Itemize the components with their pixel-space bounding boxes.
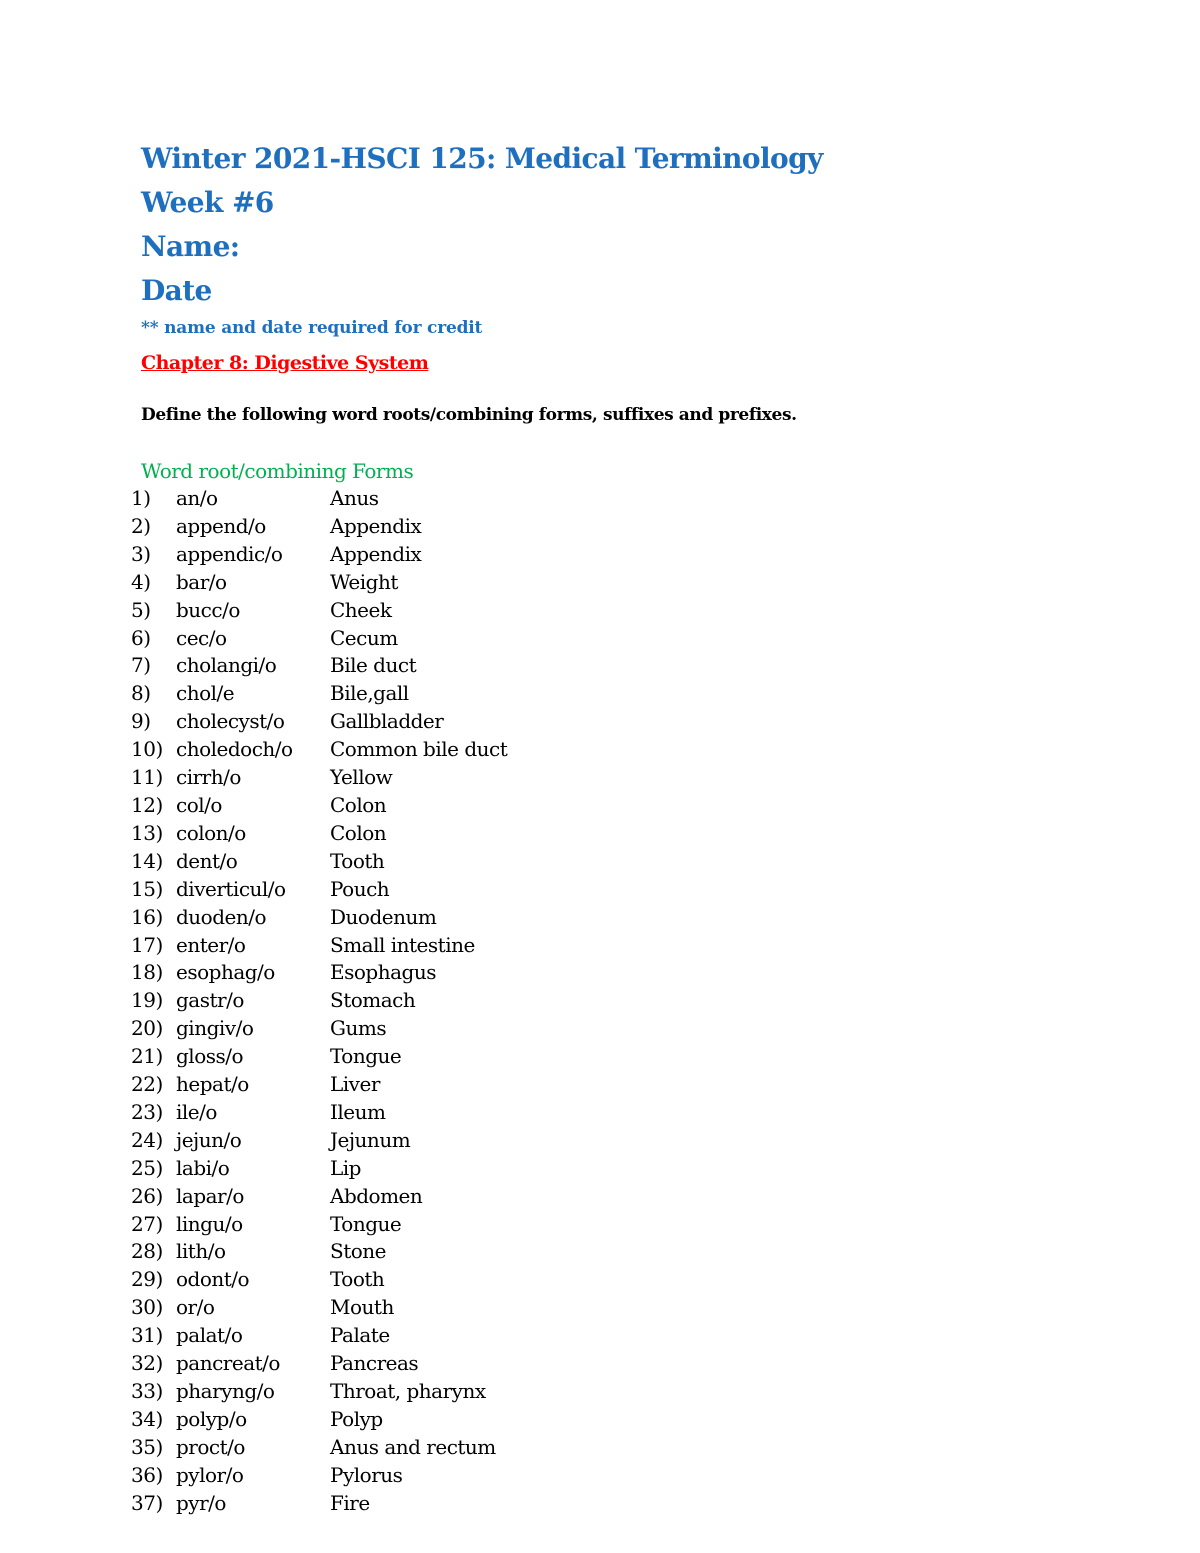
- term-number: 25): [131, 1155, 163, 1180]
- term-root: labi/o: [176, 1155, 230, 1180]
- list-item: [0, 1378, 1200, 1406]
- term-root: dent/o: [176, 848, 238, 873]
- credit-note: ** name and date required for credit: [141, 318, 483, 338]
- term-definition: Tooth: [330, 848, 385, 873]
- list-item: [0, 1071, 1200, 1099]
- list-item: [0, 820, 1200, 848]
- term-definition: Anus: [330, 486, 379, 510]
- term-root: or/o: [176, 1295, 215, 1320]
- term-number: 21): [131, 1044, 163, 1069]
- term-number: 31): [131, 1323, 163, 1348]
- list-item: [0, 932, 1200, 960]
- term-number: 1): [131, 486, 151, 510]
- term-number: 5): [131, 597, 151, 622]
- term-definition: Weight: [330, 569, 398, 594]
- term-definition: Appendix: [330, 541, 422, 566]
- term-definition: Esophagus: [330, 960, 436, 985]
- term-root: cirrh/o: [176, 765, 241, 790]
- term-definition: Stone: [330, 1239, 386, 1264]
- term-number: 26): [131, 1183, 163, 1208]
- list-item: [0, 1238, 1200, 1266]
- term-number: 12): [131, 792, 163, 817]
- term-definition: Colon: [330, 820, 387, 845]
- term-root: gastr/o: [176, 988, 244, 1013]
- list-item: [0, 904, 1200, 932]
- term-number: 16): [131, 904, 163, 929]
- term-root: appendic/o: [176, 541, 283, 566]
- list-item: [0, 1462, 1200, 1490]
- term-root: pylor/o: [176, 1462, 244, 1487]
- term-number: 27): [131, 1211, 163, 1236]
- term-definition: Bile,gall: [330, 681, 409, 706]
- term-number: 35): [131, 1434, 163, 1459]
- term-number: 18): [131, 960, 163, 985]
- chapter-heading: Chapter 8: Digestive System: [141, 352, 429, 374]
- term-number: 4): [131, 569, 151, 594]
- list-item: [0, 625, 1200, 653]
- term-root: bucc/o: [176, 597, 240, 622]
- term-number: 15): [131, 876, 163, 901]
- term-root: pharyng/o: [176, 1379, 275, 1403]
- list-item: [0, 652, 1200, 680]
- term-number: 32): [131, 1351, 163, 1376]
- term-definition: Small intestine: [330, 932, 475, 957]
- term-number: 14): [131, 848, 163, 873]
- list-item: [0, 1490, 1200, 1518]
- list-item: [0, 1322, 1200, 1350]
- list-item: [0, 1183, 1200, 1211]
- list-item: [0, 764, 1200, 792]
- term-root: an/o: [176, 486, 218, 510]
- term-number: 33): [131, 1379, 163, 1403]
- term-definition: Pouch: [330, 876, 390, 901]
- list-item: [0, 1406, 1200, 1434]
- list-item: [0, 485, 1200, 513]
- term-definition: Pancreas: [330, 1351, 419, 1376]
- term-root: proct/o: [176, 1434, 245, 1459]
- term-root: choledoch/o: [176, 737, 293, 762]
- list-item: [0, 513, 1200, 541]
- section-label: Word root/combining Forms: [141, 459, 414, 483]
- term-root: cec/o: [176, 625, 227, 650]
- list-item: [0, 1127, 1200, 1155]
- list-item: [0, 1211, 1200, 1239]
- term-root: ile/o: [176, 1099, 217, 1124]
- term-definition: Lip: [330, 1155, 361, 1180]
- term-root: chol/e: [176, 681, 235, 706]
- list-item: [0, 1155, 1200, 1183]
- term-number: 29): [131, 1267, 163, 1292]
- term-root: gloss/o: [176, 1044, 244, 1069]
- term-list: [0, 485, 1200, 1518]
- term-root: gingiv/o: [176, 1016, 254, 1041]
- term-number: 34): [131, 1406, 163, 1431]
- term-number: 30): [131, 1295, 163, 1320]
- term-number: 9): [131, 709, 151, 734]
- term-root: pyr/o: [176, 1490, 226, 1515]
- term-root: odont/o: [176, 1267, 250, 1292]
- term-root: esophag/o: [176, 960, 275, 985]
- name-label: Name:: [141, 230, 240, 263]
- list-item: [0, 680, 1200, 708]
- list-item: [0, 736, 1200, 764]
- term-number: 7): [131, 653, 151, 678]
- term-definition: Duodenum: [330, 904, 437, 929]
- term-root: duoden/o: [176, 904, 267, 929]
- term-definition: Pylorus: [330, 1462, 403, 1487]
- term-number: 22): [131, 1072, 163, 1097]
- term-definition: Anus and rectum: [330, 1434, 496, 1459]
- term-definition: Cheek: [330, 597, 392, 622]
- term-number: 17): [131, 932, 163, 957]
- document-title: Winter 2021-HSCI 125: Medical Terminology: [141, 142, 823, 175]
- list-item: [0, 987, 1200, 1015]
- term-definition: Jejunum: [330, 1127, 411, 1152]
- term-root: pancreat/o: [176, 1351, 280, 1376]
- term-definition: Ileum: [330, 1099, 386, 1124]
- term-definition: Mouth: [330, 1295, 394, 1320]
- list-item: [0, 959, 1200, 987]
- term-definition: Tooth: [330, 1267, 385, 1292]
- term-definition: Colon: [330, 792, 387, 817]
- term-definition: Appendix: [330, 513, 422, 538]
- term-definition: Abdomen: [330, 1183, 423, 1208]
- term-number: 37): [131, 1490, 163, 1515]
- term-definition: Throat, pharynx: [330, 1379, 486, 1403]
- term-definition: Bile duct: [330, 653, 417, 678]
- list-item: [0, 1294, 1200, 1322]
- term-root: palat/o: [176, 1323, 243, 1348]
- term-root: enter/o: [176, 932, 246, 957]
- term-definition: Palate: [330, 1323, 390, 1348]
- term-number: 13): [131, 820, 163, 845]
- term-definition: Polyp: [330, 1406, 383, 1431]
- term-definition: Tongue: [330, 1044, 402, 1069]
- term-definition: Gallbladder: [330, 709, 444, 734]
- list-item: [0, 1266, 1200, 1294]
- list-item: [0, 1043, 1200, 1071]
- list-item: [0, 708, 1200, 736]
- term-number: 10): [131, 737, 163, 762]
- term-root: jejun/o: [176, 1127, 242, 1152]
- list-item: [0, 876, 1200, 904]
- term-root: cholecyst/o: [176, 709, 285, 734]
- term-definition: Stomach: [330, 988, 416, 1013]
- list-item: [0, 1015, 1200, 1043]
- term-definition: Yellow: [330, 765, 393, 790]
- term-definition: Cecum: [330, 625, 398, 650]
- term-root: lapar/o: [176, 1183, 244, 1208]
- term-definition: Liver: [330, 1072, 380, 1097]
- list-item: [0, 569, 1200, 597]
- list-item: [0, 1099, 1200, 1127]
- term-number: 28): [131, 1239, 163, 1264]
- term-root: col/o: [176, 792, 222, 817]
- list-item: [0, 597, 1200, 625]
- term-root: diverticul/o: [176, 876, 286, 901]
- term-root: lith/o: [176, 1239, 226, 1264]
- list-item: [0, 848, 1200, 876]
- term-number: 23): [131, 1099, 163, 1124]
- term-root: append/o: [176, 513, 266, 538]
- term-root: cholangi/o: [176, 653, 277, 678]
- term-number: 8): [131, 681, 151, 706]
- term-number: 24): [131, 1127, 163, 1152]
- list-item: [0, 792, 1200, 820]
- list-item: [0, 541, 1200, 569]
- term-root: hepat/o: [176, 1072, 249, 1097]
- term-definition: Gums: [330, 1016, 387, 1041]
- term-root: colon/o: [176, 820, 246, 845]
- week-label: Week #6: [141, 186, 274, 219]
- term-number: 20): [131, 1016, 163, 1041]
- term-definition: Common bile duct: [330, 737, 508, 762]
- term-root: bar/o: [176, 569, 227, 594]
- term-definition: Tongue: [330, 1211, 402, 1236]
- list-item: [0, 1350, 1200, 1378]
- term-number: 36): [131, 1462, 163, 1487]
- term-number: 6): [131, 625, 151, 650]
- instructions: Define the following word roots/combining forms, suffixes and prefixes.: [141, 405, 797, 425]
- date-label: Date: [141, 274, 212, 307]
- term-definition: Fire: [330, 1490, 370, 1515]
- term-number: 11): [131, 765, 163, 790]
- term-number: 2): [131, 513, 151, 538]
- term-number: 3): [131, 541, 151, 566]
- list-item: [0, 1434, 1200, 1462]
- term-root: lingu/o: [176, 1211, 243, 1236]
- term-number: 19): [131, 988, 163, 1013]
- term-root: polyp/o: [176, 1406, 247, 1431]
